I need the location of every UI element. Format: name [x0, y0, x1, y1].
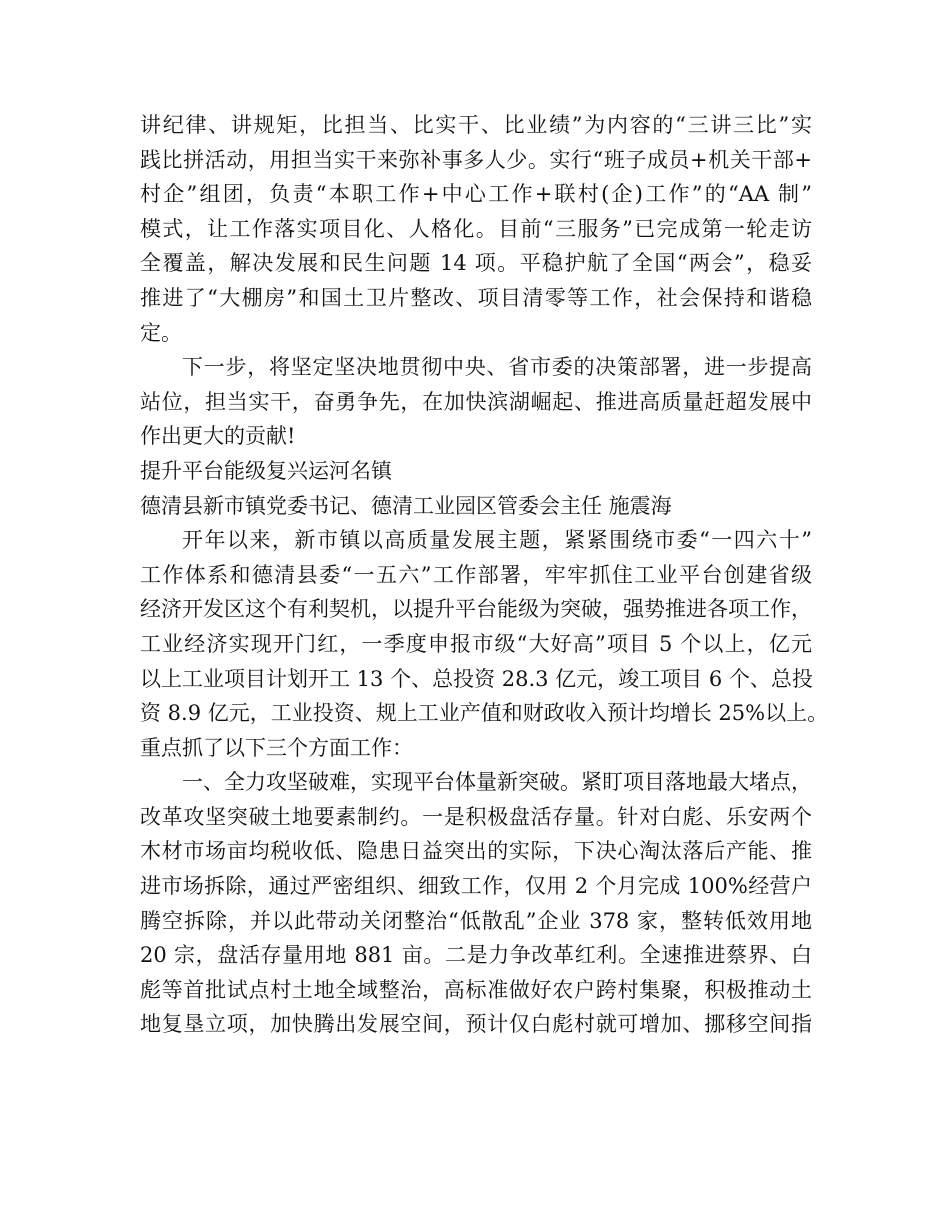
paragraph-first-point — [140, 765, 812, 1042]
text-line: 地复垦立项，加快腾出发展空间，预计仅白彪村就可增加、挪移空间指 — [140, 1012, 812, 1037]
text-line: 开年以来，新市镇以高质量发展主题，紧紧围绕市委“一四六十” — [182, 528, 812, 553]
text-line: 彪等首批试点村土地全域整治，高标准做好农户跨村集聚，积极推动土 — [140, 977, 812, 1002]
text-line: 一、全力攻坚破难，实现平台体量新突破。紧盯项目落地最大堵点， — [182, 770, 812, 795]
text-line: 推进了“大棚房”和国土卫片整改、项目清零等工作，社会保持和谐稳 — [140, 285, 812, 310]
paragraph-continuation — [140, 108, 812, 350]
paragraph-next-step — [140, 350, 812, 454]
text-line: 站位，担当实干，奋勇争先，在加快滨湖崛起、推进高质量赶超发展中 — [140, 389, 812, 414]
text-line: 资 8.9 亿元，工业投资、规上工业产值和财政收入预计均增长 25%以上。 — [140, 701, 829, 726]
text-line: 以上工业项目计划开工 13 个、总投资 28.3 亿元，竣工项目 6 个、总投 — [140, 666, 813, 691]
text-line: 村企”组团，负责“本职工作+中心工作+联村(企)工作”的“AA 制” — [140, 182, 812, 207]
text-line: 工作体系和德清县委“一五六”工作部署，牢牢抓住工业平台创建省级 — [140, 562, 812, 587]
text-line: 经济开发区这个有利契机，以提升平台能级为突破，强势推进各项工作， — [140, 597, 812, 622]
text-line: 作出更大的贡献! — [140, 424, 296, 449]
text-line: 模式，让工作落实项目化、人格化。目前“三服务”已完成第一轮走访 — [140, 216, 812, 241]
text-line: 重点抓了以下三个方面工作： — [140, 735, 413, 760]
text-line: 改革攻坚突破土地要素制约。一是积极盘活存量。针对白彪、乐安两个 — [140, 804, 812, 829]
text-line: 全覆盖，解决发展和民生问题 14 项。平稳护航了全国“两会”，稳妥 — [140, 251, 812, 276]
text-line: 腾空拆除，并以此带动关闭整治“低散乱”企业 378 家，整转低效用地 — [140, 908, 812, 933]
article-author — [140, 489, 812, 524]
author-text: 德清县新市镇党委书记、德清工业园区管委会主任 施震海 — [140, 493, 672, 518]
text-line: 讲纪律、讲规矩，比担当、比实干、比业绩”为内容的“三讲三比”实 — [140, 113, 812, 137]
text-line: 木材市场亩均税收低、隐患日益突出的实际，下决心淘汰落后产能、推 — [140, 839, 812, 864]
paragraph-intro — [140, 523, 829, 765]
document-page — [140, 108, 829, 1042]
text-line: 进市场拆除，通过严密组织、细致工作，仅用 2 个月完成 100%经营户 — [140, 874, 812, 899]
text-line: 践比拼活动，用担当实干来弥补事多人少。实行“班子成员+机关干部+ — [140, 147, 812, 172]
title-text: 提升平台能级复兴运河名镇 — [140, 458, 392, 483]
text-line: 工业经济实现开门红，一季度申报市级“大好高”项目 5 个以上，亿元 — [140, 631, 812, 656]
text-line: 定。 — [140, 320, 182, 345]
text-line: 下一步，将坚定坚决地贯彻中央、省市委的决策部署，进一步提高 — [182, 355, 812, 380]
text-line: 20 宗，盘活存量用地 881 亩。二是力争改革红利。全速推进蔡界、白 — [140, 943, 812, 968]
article-title — [140, 454, 812, 489]
